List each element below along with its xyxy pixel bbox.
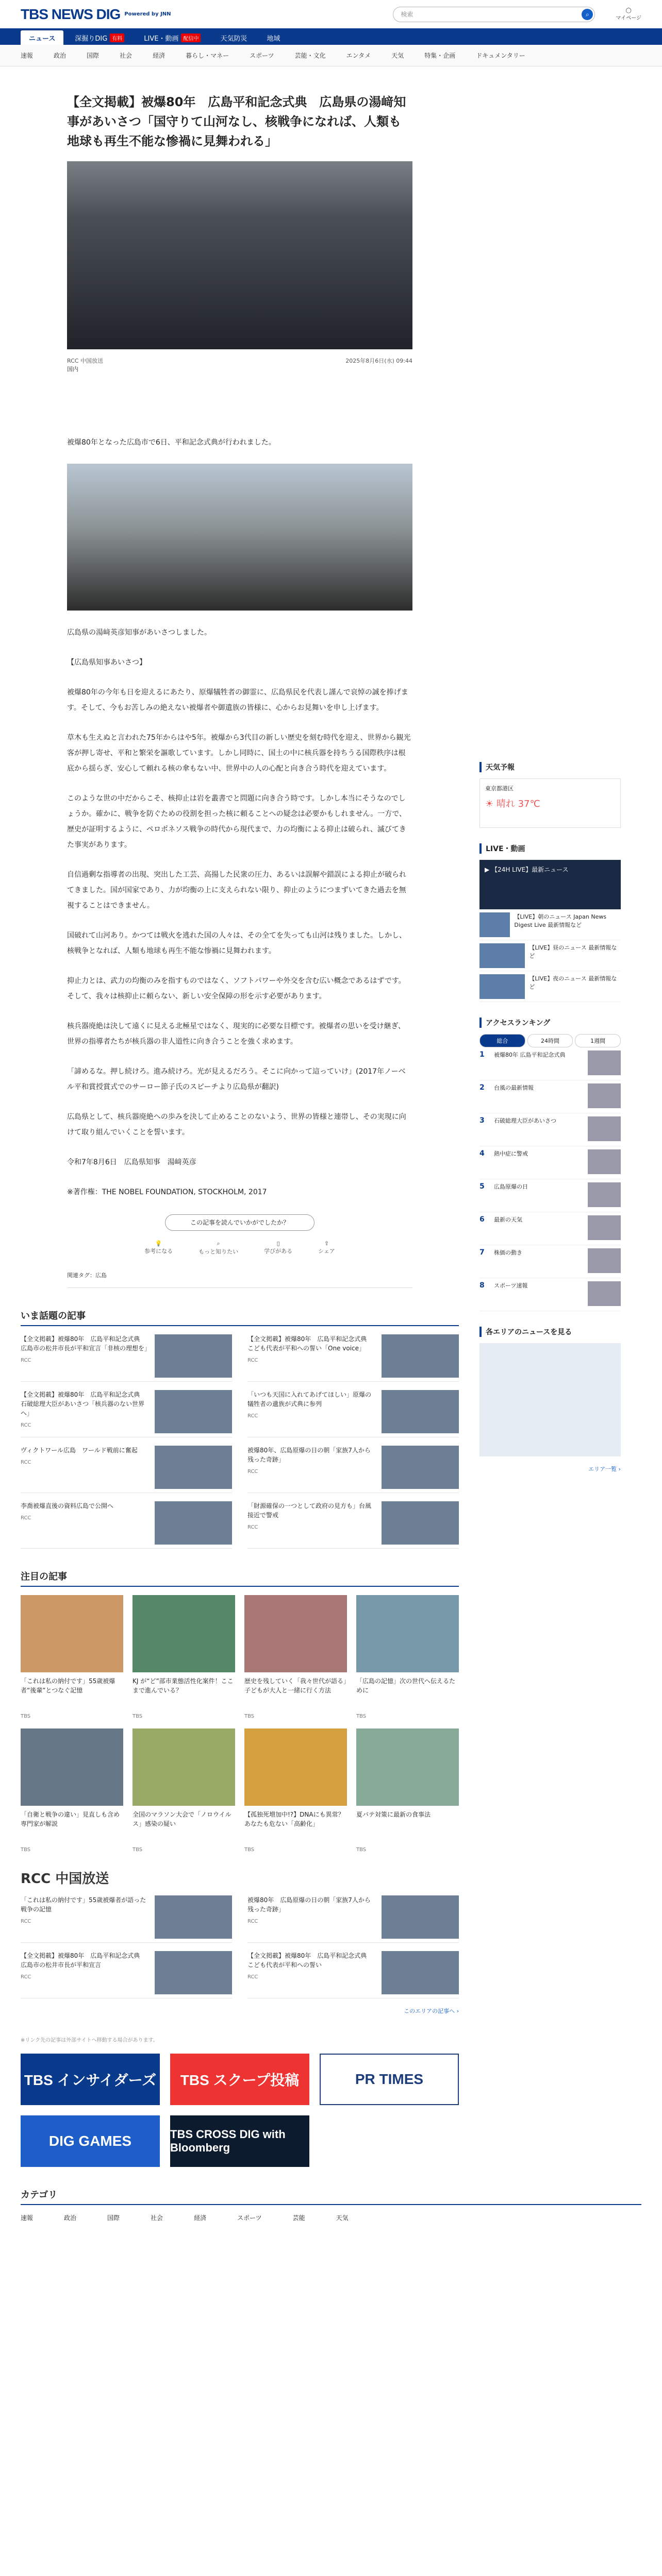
cat-item[interactable]: ドキュメンタリー	[476, 52, 525, 59]
cat-item[interactable]: 国際	[87, 52, 100, 59]
cat-item[interactable]: 特集・企画	[424, 52, 456, 59]
paragraph: このような世の中だからこそ、核抑止は岩を叢書でと問題に向き合う時です。しかし本当にそうなのでしょうか。確かに、戦争を防ぐための役割を担った核に頼ることへの疑念は必要かもしれません。一方で、歴史が証明するように、ペロポネソス戦争の時代から現代まで、力の均衡による抑止は破られ、滅びてきた事実があります。	[67, 794, 406, 849]
ranking-item[interactable]: 7 株価の動き	[479, 1245, 621, 1278]
list-item[interactable]: 「自衛と戦争の違い」見直しも含め専門家が解説 TBS	[21, 1728, 123, 1853]
list-item[interactable]: 「財源確保の一つとして政府の見方も」台風接近で警戒 RCC	[247, 1501, 459, 1549]
banner-grid	[21, 2054, 459, 2167]
cat-item[interactable]: 政治	[54, 52, 67, 59]
list-item[interactable]: 【全文掲載】被爆80年 広島平和記念式典 石破総理大臣があいさつ「核兵器のない世界へ」 RCC	[21, 1390, 232, 1437]
featured-list	[21, 1595, 459, 1853]
mypage-button[interactable]: ◯ マイページ	[616, 7, 641, 21]
sun-icon: ☀	[485, 799, 494, 809]
list-item[interactable]: 「これは私の納付です」55歳被爆者“後輩”とつなぐ記憶 TBS	[21, 1595, 123, 1719]
list-item[interactable]: 【LIVE】朝のニュース Japan News Digest Live 最新情報など	[479, 909, 621, 940]
list-item[interactable]: 李喬被爆直後の資料広島で公開へ RCC	[21, 1501, 232, 1549]
cat-item[interactable]: 経済	[153, 52, 166, 59]
main-tabs	[0, 28, 662, 45]
rcc-more-link[interactable]: このエリアの記事へ ›	[404, 2008, 459, 2014]
rcc-logo[interactable]: RCC 中国放送	[21, 1871, 109, 1887]
tab-week[interactable]: 1週間	[575, 1034, 621, 1047]
list-item[interactable]: 被爆80年、広島原爆の日の朝「家族7人から残った奇跡」 RCC	[247, 1446, 459, 1493]
tab-dig[interactable]: 深掘りDIG 有料	[67, 30, 133, 45]
paragraph: 抑止力とは、武力の均衡のみを指すものではなく、ソフトパワーや外交を含む広い概念であるはずです。そして、我々は核抑止に頼らない、新しい安全保障の形を示す必要があります。	[67, 977, 406, 1001]
banner-insiders[interactable]: TBS インサイダーズ	[21, 2054, 160, 2105]
popular-list	[21, 1334, 459, 1549]
area-more-link[interactable]: エリア一覧 ›	[588, 1466, 621, 1472]
category-nav	[0, 45, 662, 66]
article-title: 【全文掲載】被爆80年 広島平和記念式典 広島県の湯﨑知事があいさつ「国守りて山河なし、核戦争になれば、人類も地球も再生不能な惨禍に見舞われる」	[67, 95, 406, 148]
ranking-title: アクセスランキング	[479, 1018, 621, 1028]
search-input[interactable]: 検索 ⌕	[393, 7, 595, 22]
article-meta	[67, 357, 412, 365]
reaction-learn[interactable]: ▯ 学びがある	[264, 1240, 293, 1255]
photo-caption: 広島県の湯﨑英彦知事があいさつしました。	[67, 629, 211, 637]
live-player[interactable]: ▶ 【24H LIVE】最新ニュース	[479, 860, 621, 909]
footnote: ※リンク先の記事は外部サイトへ移動する場合があります。	[21, 2038, 158, 2043]
article-photo	[67, 161, 412, 349]
section-heading: 【広島県知事あいさつ】	[67, 658, 146, 667]
list-item[interactable]: 【LIVE】夜のニュース 最新情報など	[479, 971, 621, 1002]
header	[0, 0, 662, 28]
feedback-button[interactable]: この記事を読んでいかがでしたか？	[165, 1214, 315, 1231]
book-icon: ▯	[276, 1240, 280, 1247]
list-item[interactable]: KJ が“ど”部市業態活性化案件！ここまで進んでいる？ TBS	[133, 1595, 235, 1719]
weather-title: 天気予報	[479, 762, 621, 772]
ranking-item[interactable]: 5 広島原爆の日	[479, 1179, 621, 1212]
banner-dig-games[interactable]: DIG GAMES	[21, 2115, 160, 2167]
search-icon[interactable]: ⌕	[582, 9, 593, 20]
tab-area[interactable]: 地域	[267, 35, 280, 43]
banner-crossdig[interactable]: TBS CROSS DIG with Bloomberg	[170, 2115, 309, 2167]
user-icon: ◯	[625, 7, 632, 13]
footer-link[interactable]: スポーツ	[237, 2214, 262, 2222]
cat-item[interactable]: 暮らし・マネー	[186, 52, 229, 59]
ranking-item[interactable]: 4 熱中症に警戒	[479, 1146, 621, 1179]
paragraph: 草木も生えぬと言われた75年からはや5年。被爆から3代目の新しい歴史を刻む時代を迎え、世界から観光客が押し寄せ、平和と繁栄を謳歌しています。しかし同時に、国土の中に核兵器を持ちうる国際秩序は根底から揺らぎ、安心して頼れる核の傘もない中、世界中の人の心配と向き合う時代を迎えています。	[67, 734, 411, 773]
list-item[interactable]: ヴィクトワール広島 ワールド戦前に奮起 RCC	[21, 1446, 232, 1493]
paragraph: 国破れて山河あり。かつては戦火を逃れた国の人々は、その全てを失っても山河は残りました。しかし、核戦争となれば、人類も地球も再生不能な惨禍に見舞われます。	[67, 931, 406, 955]
tab-weather[interactable]: 天気防災	[220, 35, 247, 43]
list-item[interactable]: 歴史を残していく「我々世代が語る」子どもが大人と一緒に行く方法 TBS	[244, 1595, 347, 1719]
article-photo-2	[67, 464, 412, 611]
ranking-item[interactable]: 1 被爆80年 広島平和記念式典	[479, 1047, 621, 1080]
cat-item[interactable]: 天気	[391, 52, 404, 59]
tab-news[interactable]: ニュース	[21, 30, 63, 45]
footer-link[interactable]: 国際	[107, 2214, 120, 2222]
weather-widget[interactable]: 東京都港区 ☀ 晴れ 37℃	[479, 778, 621, 828]
copyright: ※著作権：THE NOBEL FOUNDATION, STOCKHOLM, 2017	[67, 1188, 267, 1196]
banner-empty	[320, 2115, 459, 2167]
ranking-item[interactable]: 2 台風の最新情報	[479, 1080, 621, 1113]
japan-map[interactable]	[479, 1343, 621, 1456]
bulb-icon: 💡	[155, 1240, 162, 1247]
list-item[interactable]: 【LIVE】昼のニュース 最新情報など	[479, 940, 621, 971]
article-source[interactable]: RCC 中国放送	[67, 358, 103, 364]
article-lead: 被爆80年となった広島市で6日、平和記念式典が行われました。	[67, 438, 276, 447]
banner-scoop[interactable]: TBS スクープ投稿	[170, 2054, 309, 2105]
cat-item[interactable]: スポーツ	[250, 52, 274, 59]
cat-item[interactable]: 社会	[120, 52, 133, 59]
reaction-useful[interactable]: 💡 参考になる	[144, 1240, 173, 1255]
share-button[interactable]: ⇪ シェア	[318, 1240, 335, 1255]
tab-total[interactable]: 総合	[479, 1034, 525, 1047]
featured-title: 注目の記事	[21, 1569, 459, 1587]
footer-link[interactable]: 社会	[151, 2214, 163, 2222]
list-item[interactable]: 「広島の記憶」次の世代へ伝えるために TBS	[356, 1595, 459, 1719]
article-category[interactable]: 国内	[67, 366, 78, 372]
rcc-list	[21, 1895, 459, 1998]
list-item[interactable]: 【孤独死増加中!?】DNAにも異常？あなたも危ない「高齢化」 TBS	[244, 1728, 347, 1853]
reaction-more[interactable]: ⌕ もっと知りたい	[198, 1240, 239, 1255]
area-title: 各エリアのニュースを見る	[479, 1327, 621, 1337]
footer-link[interactable]: 政治	[64, 2214, 77, 2222]
ranking-tabs	[479, 1034, 621, 1047]
list-item[interactable]: 【全文掲載】被爆80年 広島平和記念式典 こども代表が平和への誓い「One voice」 RCC	[247, 1334, 459, 1382]
paragraph: 「諦めるな。押し続けろ。進み続けろ。光が見えるだろう。そこに向かって這っていけ」(2017年ノーベル平和賞授賞式でのサーロー節子氏のスピーチより広島県が翻訳)	[67, 1067, 406, 1091]
footer-categories	[0, 2188, 662, 2222]
related-tags[interactable]: 関連タグ：広島	[67, 1271, 412, 1288]
article-body	[67, 435, 412, 1200]
banner-prtimes[interactable]: PR TIMES	[320, 2054, 459, 2105]
cat-item[interactable]: 速報	[21, 52, 34, 59]
list-item[interactable]: 「いつも天国に入れてあげてほしい」原爆の犠牲者の遺族が式典に参列 RCC	[247, 1390, 459, 1437]
cat-item[interactable]: エンタメ	[346, 52, 371, 59]
list-item[interactable]: 【全文掲載】被爆80年 広島平和記念式典 広島市の松井市長が平和宣言 RCC	[21, 1951, 232, 1998]
list-item[interactable]: 夏バテ対策に最新の食事法 TBS	[356, 1728, 459, 1853]
list-item[interactable]: 全国のマラソン大会で「ノロウイルス」感染の疑い TBS	[133, 1728, 235, 1853]
list-item[interactable]: 【全文掲載】被爆80年 広島平和記念式典 こども代表が平和への誓い RCC	[247, 1951, 459, 1998]
ranking-item[interactable]: 8 スポーツ速報	[479, 1278, 621, 1311]
play-icon: ▶	[485, 866, 490, 873]
live-title: LIVE・動画	[479, 843, 621, 854]
footer-link[interactable]: 天気	[336, 2214, 349, 2222]
popular-title: いま話題の記事	[21, 1309, 459, 1326]
paragraph: 核兵器廃絶は決して遠くに見える北極星ではなく、現実的に必要な目標です。被爆者の思いを受け継ぎ、世界の指導者たちが核兵器の非人道性に向き合うことを強く求めます。	[67, 1022, 406, 1046]
ranking-item[interactable]: 6 最新の天気	[479, 1212, 621, 1245]
paragraph: 令和7年8月6日 広島県知事 湯﨑英彦	[67, 1158, 196, 1166]
footer-link[interactable]: 経済	[194, 2214, 207, 2222]
article	[21, 66, 459, 1288]
ranking-item[interactable]: 3 石破総理大臣があいさつ	[479, 1113, 621, 1146]
share-icon: ⇪	[324, 1240, 329, 1247]
list-item[interactable]: 【全文掲載】被爆80年 広島平和記念式典 広島市の松井市長が平和宣言「非核の理想を」 RCC	[21, 1334, 232, 1382]
search-icon: ⌕	[217, 1240, 220, 1247]
footer-link[interactable]: 芸能	[292, 2214, 305, 2222]
cat-item[interactable]: 芸能・文化	[294, 52, 326, 59]
article-date: 2025年8月6日(水) 09:44	[345, 358, 412, 364]
powered-by: Powered by JNN	[124, 11, 171, 17]
paragraph: 自信過剰な指導者の出現、突出した工芸、高揚した民衆の圧力、あるいは誤解や錯誤による抑止が破られてきました。国が国家であり、力が均衡の上に支えられない限り、抑止のようにつまずいてきた過去を無視することはできません。	[67, 871, 406, 910]
footer-link[interactable]: 速報	[21, 2214, 34, 2222]
paragraph: 被爆80年の今年も日を迎えるにあたり、原爆犠牲者の御霊に、広島県民を代表し謹んで哀悼の誠を捧げます。そして、今もお苦しみの絶えない被爆者や御遺族の皆様に、心からお見舞いを申し上げます。	[67, 688, 408, 712]
footer-title: カテゴリ	[21, 2188, 641, 2205]
reactions	[67, 1240, 412, 1256]
paragraph: 広島県として、核兵器廃絶への歩みを決して止めることのないよう、世界の皆様と連帯し、その実現に向けて取り組んでいくことを誓います。	[67, 1113, 406, 1137]
site-logo[interactable]: TBS NEWS DIG	[21, 6, 121, 22]
list-item[interactable]: 「これは私の納付です」55歳被爆者が語った戦争の記憶 RCC	[21, 1895, 232, 1943]
tab-live[interactable]: LIVE・動画 配信中	[136, 30, 209, 45]
list-item[interactable]: 被爆80年 広島原爆の日の朝「家族7人から残った奇跡」 RCC	[247, 1895, 459, 1943]
tab-24h[interactable]: 24時間	[527, 1034, 573, 1047]
